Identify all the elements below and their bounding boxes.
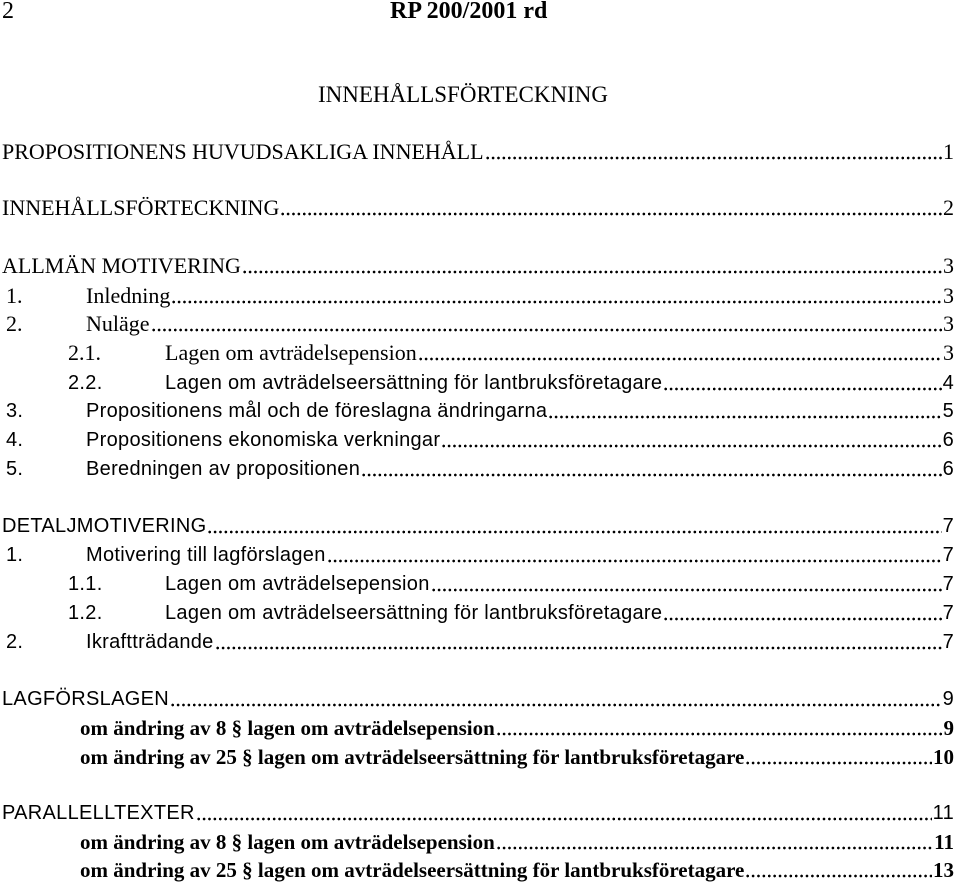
toc-entry-text: LAGFÖRSLAGEN — [2, 688, 169, 710]
dot-leader — [280, 212, 942, 216]
toc-entry-page: 7 — [942, 631, 954, 653]
toc-entry-page: 5 — [942, 400, 954, 422]
page-number: 2 — [2, 0, 14, 24]
dot-leader — [196, 817, 932, 821]
toc-entry-number: 2.2. — [68, 372, 103, 394]
toc-entry-text: Beredningen av propositionen — [86, 458, 361, 480]
toc-entry-text: Propositionens ekonomiska verkningar — [86, 429, 441, 451]
toc-entry-text: PARALLELLTEXTER — [2, 802, 195, 824]
dot-leader — [485, 156, 942, 160]
dot-leader — [745, 761, 932, 765]
toc-entry-page: 7 — [942, 573, 954, 595]
toc-entry[interactable] — [0, 339, 954, 367]
toc-entry-text: om ändring av 25 § lagen om avträdelseersättning för lantbruksföretagare — [80, 858, 745, 882]
toc-entry-page: 6 — [942, 429, 954, 451]
toc-entry-page: 7 — [942, 544, 954, 566]
toc-entry-text: Motivering till lagförslagen — [86, 544, 326, 566]
toc-entry-number: 2.1. — [68, 340, 101, 365]
toc-entry[interactable] — [0, 541, 954, 569]
toc-entry-page: 3 — [943, 340, 954, 365]
toc-entry[interactable] — [0, 310, 954, 338]
toc-entry-page: 1 — [943, 139, 954, 164]
toc-entry-text: Nuläge — [86, 311, 150, 336]
toc-entry-number: 1. — [6, 544, 24, 566]
toc-entry-page: 7 — [942, 602, 954, 624]
dot-leader — [327, 559, 942, 563]
toc-entry-text: Lagen om avträdelsepension — [165, 573, 430, 595]
toc-entry-page: 3 — [943, 283, 954, 308]
toc-entry-number: 4. — [6, 429, 24, 451]
toc-entry[interactable] — [0, 685, 954, 713]
dot-leader — [496, 846, 933, 850]
toc-entry-number: 2. — [6, 631, 24, 653]
dot-leader — [548, 415, 941, 419]
dot-leader — [418, 357, 942, 361]
toc-entry[interactable] — [0, 512, 954, 540]
toc-entry-page: 4 — [942, 372, 954, 394]
dot-leader — [151, 328, 942, 332]
dot-leader — [171, 300, 942, 304]
dot-leader — [361, 473, 941, 477]
toc-entry[interactable] — [0, 570, 954, 598]
dot-leader — [170, 703, 942, 707]
toc-entry[interactable] — [0, 799, 954, 827]
toc-entry-page: 6 — [942, 458, 954, 480]
dot-leader — [207, 530, 941, 534]
toc-entry-text: PROPOSITIONENS HUVUDSAKLIGA INNEHÅLL — [2, 139, 484, 164]
toc-entry-text: om ändring av 8 § lagen om avträdelsepension — [80, 830, 495, 854]
toc-entry-text: ALLMÄN MOTIVERING — [2, 253, 241, 278]
toc-entry-number: 3. — [6, 400, 24, 422]
running-head: RP 200/2001 rd — [390, 0, 548, 24]
toc-entry-number: 1. — [6, 283, 23, 308]
toc-entry[interactable] — [0, 455, 954, 483]
toc-entry[interactable] — [0, 194, 954, 222]
toc-entry-text: om ändring av 25 § lagen om avträdelseersättning för lantbruksföretagare — [80, 745, 745, 769]
toc-entry-page: 13 — [933, 858, 954, 882]
toc-entry-page: 3 — [943, 311, 954, 336]
dot-leader — [663, 617, 941, 621]
dot-leader — [441, 444, 941, 448]
dot-leader — [745, 874, 932, 878]
toc-entry-text: om ändring av 8 § lagen om avträdelsepension — [80, 716, 495, 740]
toc-entry[interactable] — [0, 743, 954, 771]
toc-entry-number: 1.2. — [68, 602, 103, 624]
toc-entry-page: 11 — [932, 802, 954, 824]
toc-entry[interactable] — [0, 282, 954, 310]
toc-entry[interactable] — [0, 714, 954, 742]
toc-entry[interactable] — [0, 397, 954, 425]
toc-entry[interactable] — [0, 426, 954, 454]
toc-entry[interactable] — [0, 252, 954, 280]
dot-leader — [215, 646, 942, 650]
toc-entry-text: Lagen om avträdelseersättning för lantbruksföretagare — [165, 372, 663, 394]
toc-entry-page: 7 — [942, 515, 954, 537]
dot-leader — [496, 732, 943, 736]
toc-entry-page: 9 — [942, 688, 954, 710]
toc-entry-text: INNEHÅLLSFÖRTECKNING — [2, 195, 280, 220]
dot-leader — [242, 270, 942, 274]
toc-entry[interactable] — [0, 369, 954, 397]
toc-entry[interactable] — [0, 828, 954, 856]
toc-entry-text: DETALJMOTIVERING — [2, 515, 207, 537]
toc-entry-number: 5. — [6, 458, 24, 480]
toc-entry-page: 3 — [943, 253, 954, 278]
toc-entry-page: 9 — [943, 716, 954, 740]
toc-entry-number: 2. — [6, 311, 23, 336]
toc-heading: INNEHÅLLSFÖRTECKNING — [318, 82, 608, 107]
toc-entry-text: Lagen om avträdelsepension — [165, 340, 417, 365]
toc-entry[interactable] — [0, 856, 954, 884]
toc-entry-text: Propositionens mål och de föreslagna ändringarna — [86, 400, 548, 422]
toc-entry-page: 10 — [933, 745, 954, 769]
toc-entry-number: 1.1. — [68, 573, 103, 595]
toc-entry-text: Ikraftträdande — [86, 631, 214, 653]
dot-leader — [663, 387, 941, 391]
dot-leader — [431, 588, 942, 592]
toc-entry[interactable] — [0, 628, 954, 656]
toc-entry-page: 2 — [943, 195, 954, 220]
toc-entry[interactable] — [0, 138, 954, 166]
toc-entry-text: Inledning — [86, 283, 171, 308]
toc-entry-text: Lagen om avträdelseersättning för lantbruksföretagare — [165, 602, 663, 624]
toc-entry-page: 11 — [934, 830, 954, 854]
toc-entry[interactable] — [0, 599, 954, 627]
